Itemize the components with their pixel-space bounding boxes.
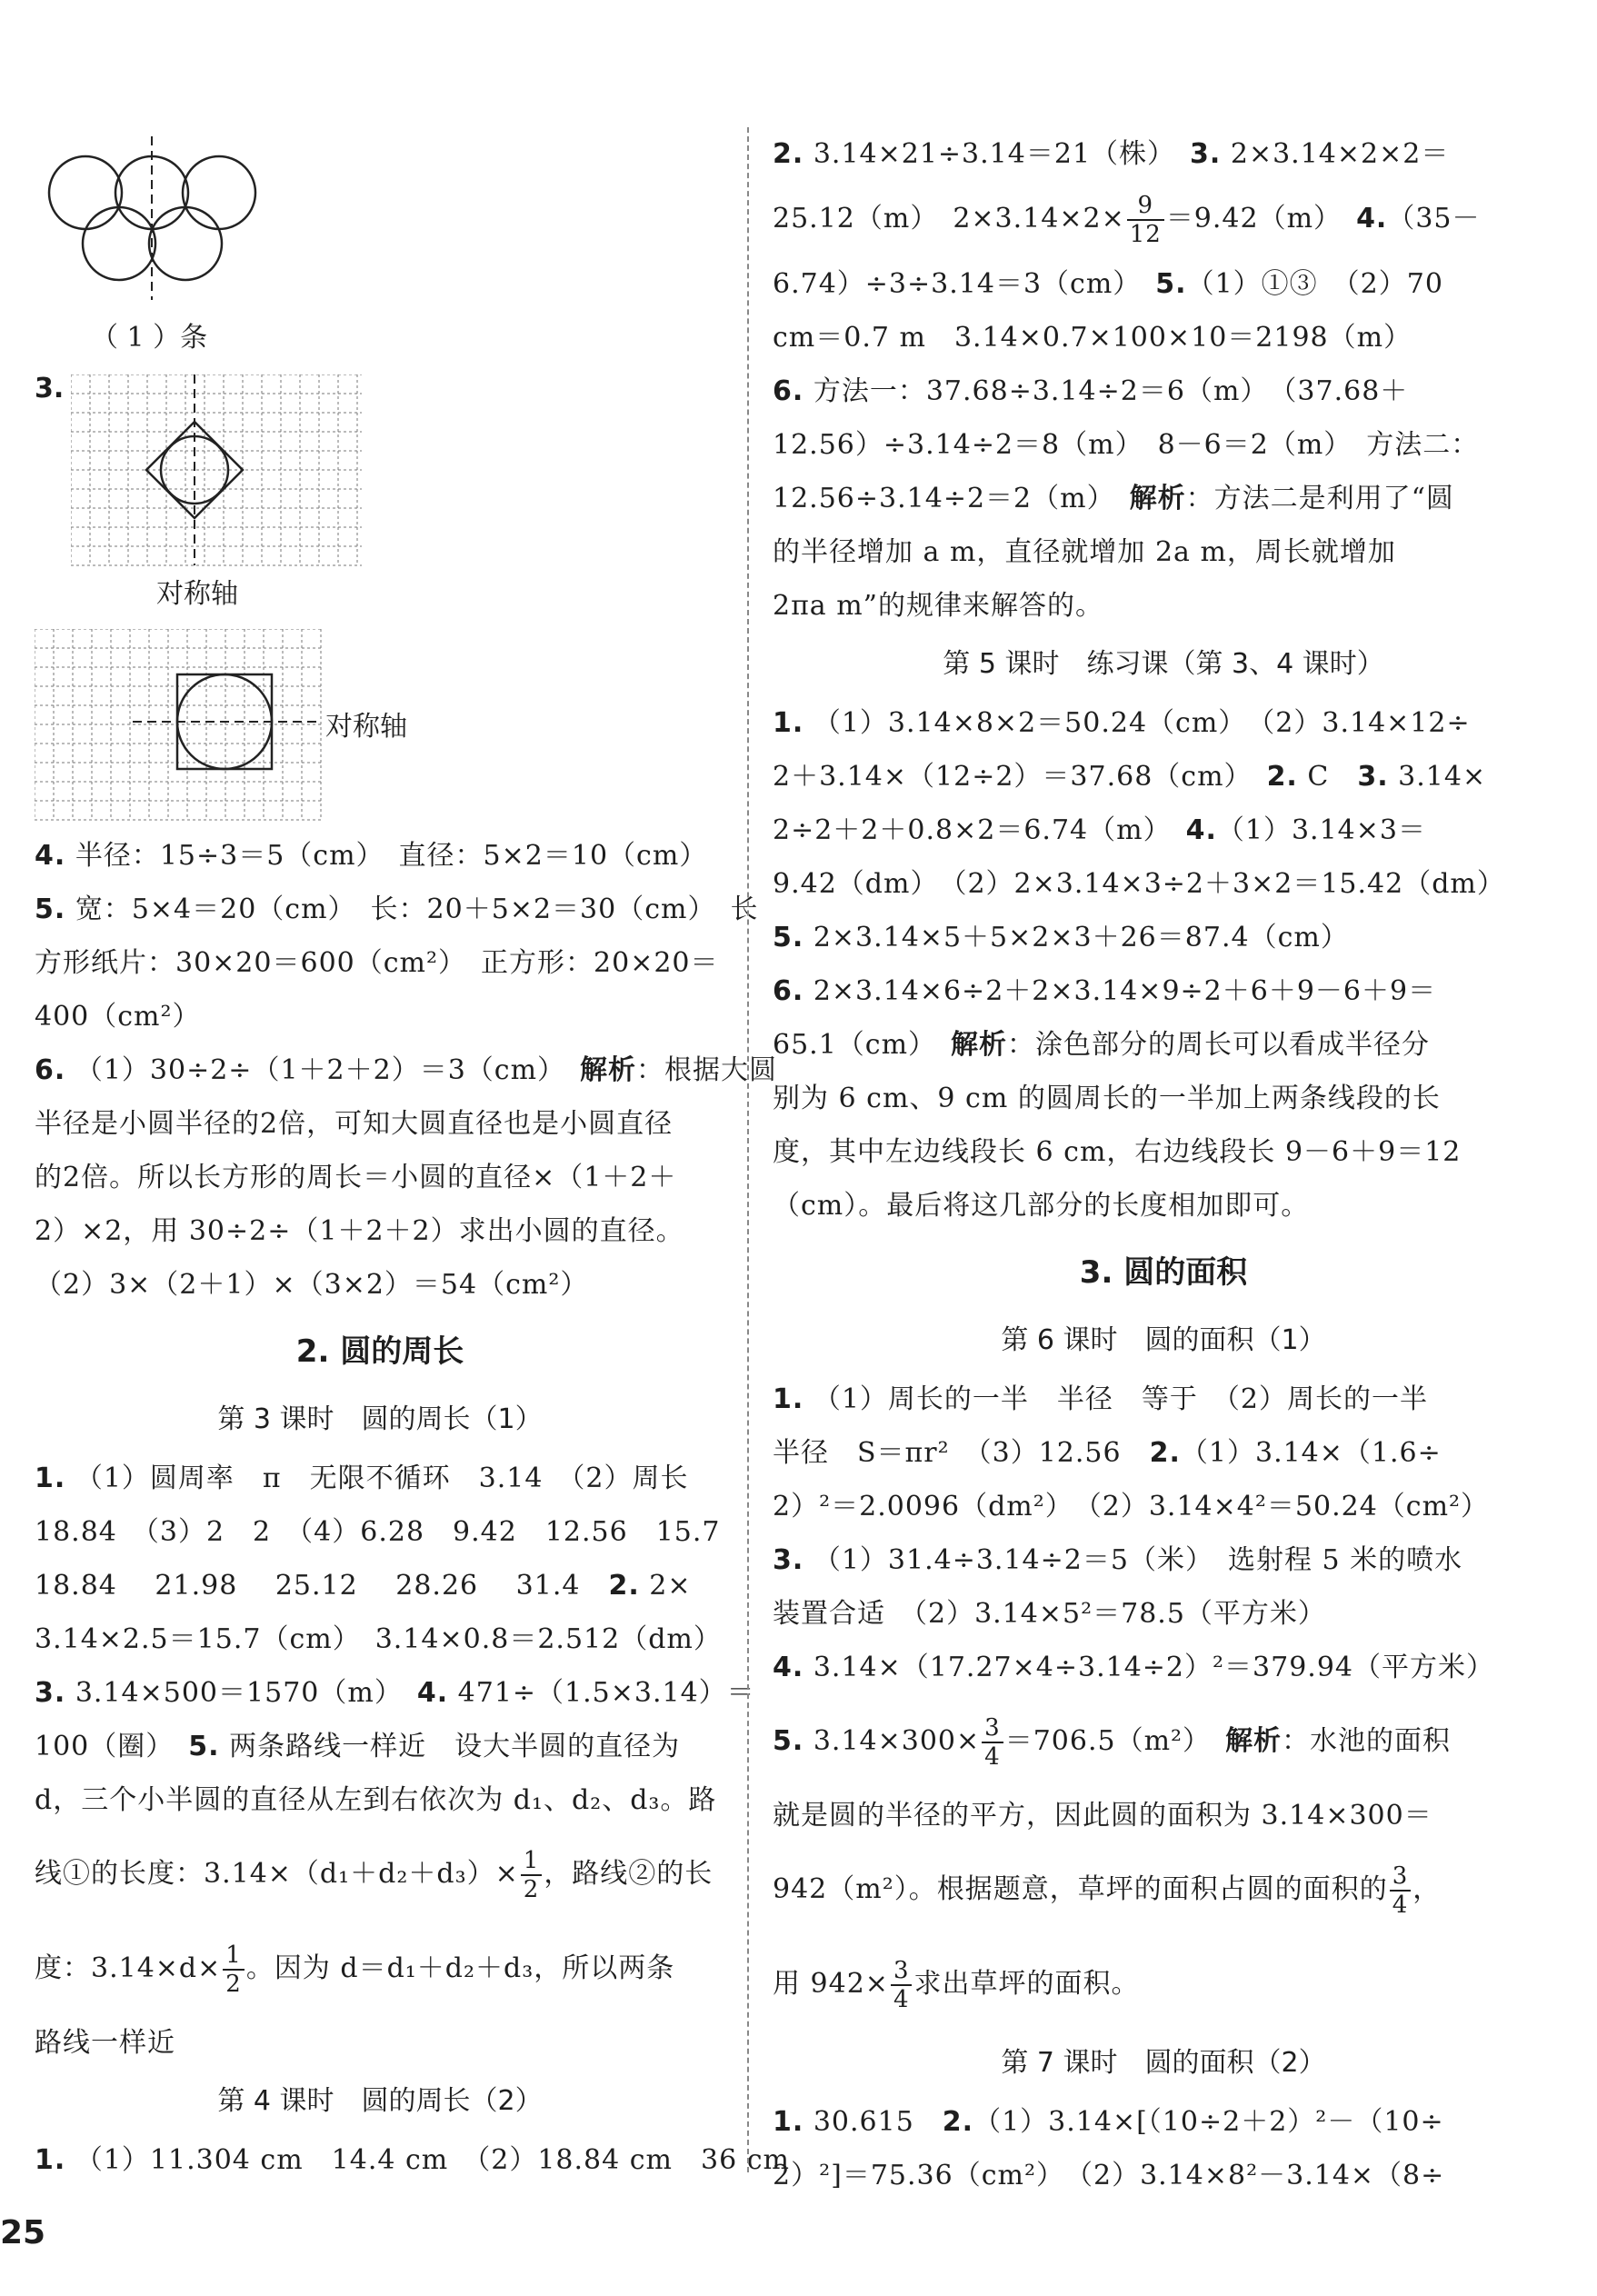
answer-line — [773, 1842, 1554, 1937]
question-number: 4. — [1356, 203, 1388, 235]
figure-circle-in-square — [35, 629, 324, 822]
question-number: 2. — [942, 2106, 974, 2138]
answer-text: 。因为 d＝d₁＋d₂＋d₃，所以两条 — [245, 1952, 675, 1984]
answer-text: 线①的长度：3.14×（d₁＋d₂＋d₃）× — [35, 1858, 519, 1890]
answer-line: 2）×2，用 30÷2÷（1＋2＋2）求出小圆的直径。 — [35, 1215, 684, 1247]
answer-text: ， — [1412, 1873, 1442, 1905]
answer-text: 471÷（1.5×3.14）＝ — [448, 1677, 755, 1709]
lesson-heading: 第 4 课时 圆的周长（2） — [217, 2085, 543, 2117]
answer-text: （1）3.14×8×2＝50.24（cm） （2）3.14×12÷ — [813, 707, 1471, 739]
answer-text: 6.74）÷3÷3.14＝3（cm） — [773, 268, 1156, 300]
fraction-denominator: 2 — [225, 1971, 242, 1998]
lesson-heading: 第 3 课时 圆的周长（1） — [217, 1403, 543, 1435]
answer-text: 100（圈） — [35, 1731, 189, 1762]
answer-text: （1）周长的一半 半径 等于 （2）周长的一半 — [813, 1383, 1429, 1415]
figure-circle-in-diamond — [71, 374, 364, 567]
answer-6 — [773, 364, 1554, 418]
answer-5 — [35, 1720, 725, 1773]
analysis-label: 解析 — [1225, 1725, 1283, 1757]
answer-line — [773, 1426, 1554, 1480]
fraction — [1390, 1862, 1412, 1919]
question-number: 3. — [35, 1677, 66, 1709]
answer-text: 18.84 21.98 25.12 28.26 31.4 — [35, 1570, 609, 1602]
answer-6 — [35, 1043, 778, 1097]
answer-4 — [773, 1641, 1554, 1694]
answer-text: 2×3.14×2×2＝ — [1221, 138, 1450, 170]
figure1-caption: （ 1 ）条 — [91, 322, 208, 354]
answer-text: 度：3.14×d× — [35, 1952, 222, 1984]
answer-text: 12.56÷3.14÷2＝2（m） — [773, 483, 1130, 514]
question-number: 2. — [1149, 1437, 1181, 1469]
answer-text: 3.14×（17.27×4÷3.14÷2）²＝379.94（平方米） — [803, 1652, 1495, 1683]
analysis-label: 解析 — [951, 1029, 1008, 1061]
question-number: 3. — [773, 1544, 804, 1576]
answer-line: 2πa m”的规律来解答的。 — [773, 590, 1104, 622]
answer-text: C — [1297, 761, 1358, 793]
answer-line — [773, 750, 1554, 804]
answer-text: （1）30÷2÷（1＋2＋2）＝3（cm） — [75, 1054, 581, 1086]
answer-text: 宽：5×4＝20（cm） 长：20＋5×2＝30（cm） 长 — [75, 893, 759, 925]
question-number: 1. — [35, 2144, 66, 2176]
answer-line — [773, 181, 1554, 257]
section-heading: 3. 圆的面积 — [1079, 1254, 1248, 1291]
fraction-denominator: 4 — [893, 1986, 910, 2013]
answer-text: 用 942× — [773, 1968, 889, 2000]
fraction — [521, 1847, 543, 1903]
symmetry-axis-label: 对称轴 — [156, 578, 238, 610]
answer-text: 两条路线一样近 设大半圆的直径为 — [219, 1731, 681, 1762]
question-number: 3. — [35, 373, 65, 404]
question-number: 5. — [773, 1725, 804, 1757]
answer-5 — [35, 883, 759, 936]
answer-line — [35, 1922, 725, 2016]
answer-line — [773, 257, 1554, 311]
answer-line: （2）3×（2＋1）×（3×2）＝54（cm²） — [35, 1269, 589, 1301]
answer-6 — [773, 964, 1554, 1018]
answer-line: 半径是小圆半径的2倍，可知大圆直径也是小圆直径 — [35, 1108, 674, 1140]
answer-1 — [773, 2095, 1554, 2149]
fraction-numerator: 3 — [982, 1714, 1003, 1743]
answer-text: 3.14× — [1388, 761, 1487, 793]
question-number: 3. — [1357, 761, 1389, 793]
page-number: 25 — [0, 2214, 46, 2251]
question-number: 1. — [773, 2106, 804, 2138]
answer-line — [773, 804, 1554, 857]
fraction-numerator: 1 — [223, 1942, 245, 1971]
answer-text: （1）3.14×[（10÷2＋2）²－（10÷ — [973, 2106, 1444, 2138]
answer-line: 12.56）÷3.14÷2＝8（m） 8－6＝2（m） 方法二： — [773, 429, 1480, 461]
question-number: 6. — [773, 975, 804, 1007]
answer-line — [773, 472, 1554, 525]
answer-1 — [35, 1452, 725, 1505]
lesson-heading: 第 6 课时 圆的面积（1） — [1001, 1324, 1326, 1356]
fraction — [1127, 192, 1164, 248]
answer-text: 2＋3.14×（12÷2）＝37.68（cm） — [773, 761, 1267, 793]
right-column — [773, 127, 1554, 2202]
question-number: 2. — [1266, 761, 1298, 793]
lesson-heading: 第 7 课时 圆的面积（2） — [1001, 2047, 1326, 2079]
answer-line: （cm）。最后将这几部分的长度相加即可。 — [773, 1190, 1310, 1222]
answer-line: 3.14×2.5＝15.7（cm） 3.14×0.8＝2.512（dm） — [35, 1623, 722, 1655]
answer-1 — [773, 1373, 1554, 1426]
answer-line: 的半径增加 a m，直径就增加 2a m，周长就增加 — [773, 536, 1396, 568]
answer-line: 就是圆的半径的平方，因此圆的面积为 3.14×300＝ — [773, 1800, 1432, 1832]
question-number: 1. — [773, 707, 804, 739]
answer-line: cm＝0.7 m 3.14×0.7×100×10＝2198（m） — [773, 322, 1412, 354]
question-number: 4. — [416, 1677, 449, 1709]
answer-line: 度，其中左边线段长 6 cm，右边线段长 9－6＋9＝12 — [773, 1136, 1462, 1168]
answer-3 — [773, 1533, 1554, 1587]
answer-line: 2）²＝2.0096（dm²） （2）3.14×4²＝50.24（cm²） — [773, 1491, 1490, 1522]
answer-text: （1）①③ （2）70 — [1186, 268, 1443, 300]
answer-text: 3.14×21÷3.14＝21（株） — [803, 138, 1191, 170]
answer-line: 装置合适 （2）3.14×5²＝78.5（平方米） — [773, 1598, 1326, 1630]
answer-line: 方形纸片：30×20＝600（cm²） 正方形：20×20＝ — [35, 947, 719, 979]
answer-line — [773, 1937, 1554, 2031]
answer-line: 路线一样近 — [35, 2027, 175, 2059]
question-number: 4. — [35, 840, 66, 872]
fraction — [223, 1942, 245, 1998]
answer-text: 半径 S＝πr² （3）12.56 — [773, 1437, 1150, 1469]
question-number: 5. — [773, 922, 804, 953]
question-number: 5. — [1155, 268, 1187, 300]
question-number: 5. — [188, 1731, 220, 1762]
answer-text: 65.1（cm） — [773, 1029, 952, 1061]
fraction-denominator: 12 — [1129, 221, 1162, 248]
answer-text: 2×3.14×5＋5×2×3＋26＝87.4（cm） — [803, 922, 1349, 953]
figure-five-circles — [33, 136, 278, 304]
column-divider — [747, 127, 749, 2172]
answer-text: ＝706.5（m²） — [1004, 1725, 1226, 1757]
answer-line: 2）²]＝75.36（cm²） （2）3.14×8²－3.14×（8÷ — [773, 2160, 1445, 2191]
fraction — [982, 1714, 1003, 1771]
answer-line: d，三个小半圆的直径从左到右依次为 d₁、d₂、d₃。路 — [35, 1784, 717, 1816]
question-number: 4. — [773, 1652, 804, 1683]
answer-text: 半径：15÷3＝5（cm） 直径：5×2＝10（cm） — [75, 840, 708, 872]
answer-text: （1）圆周率 π 无限不循环 3.14 （2）周长 — [75, 1462, 689, 1494]
fraction — [891, 1957, 913, 2013]
question-number: 5. — [35, 893, 66, 925]
answer-text: ：水池的面积 — [1282, 1725, 1452, 1757]
question-number: 6. — [773, 375, 804, 407]
answer-text: 25.12（m） 2×3.14×2× — [773, 203, 1125, 235]
answer-line: 9.42（dm） （2）2×3.14×3÷2＋3×2＝15.42（dm） — [773, 868, 1505, 900]
question-number: 4. — [1185, 814, 1217, 846]
answer-5 — [773, 1694, 1554, 1789]
answer-3 — [35, 1666, 755, 1720]
answer-text: 2× — [639, 1570, 692, 1602]
answer-4 — [35, 829, 725, 883]
question-number: 1. — [35, 1462, 66, 1494]
question-number: 2. — [608, 1570, 640, 1602]
answer-text: 942（m²）。根据题意，草坪的面积占圆的面积的 — [773, 1873, 1388, 1905]
symmetry-axis-label: 对称轴 — [325, 711, 407, 743]
fraction-numerator: 3 — [1390, 1862, 1412, 1892]
answer-text: ：涂色部分的周长可以看成半径分 — [1007, 1029, 1431, 1061]
question-number: 3. — [1190, 138, 1222, 170]
lesson-heading: 第 5 课时 练习课（第 3、4 课时） — [943, 648, 1384, 680]
answer-line: 18.84 （3）2 2 （4）6.28 9.42 12.56 15.7 — [35, 1516, 721, 1548]
answer-text: （1）11.304 cm 14.4 cm （2）18.84 cm 36 cm — [75, 2144, 790, 2176]
question-number: 2. — [773, 138, 804, 170]
answer-1 — [773, 696, 1554, 750]
answer-text: （1）3.14×3＝ — [1216, 814, 1426, 846]
answer-line: 的2倍。所以长方形的周长＝小圆的直径×（1＋2＋ — [35, 1162, 677, 1193]
answer-text: （1）31.4÷3.14÷2＝5（米） 选射程 5 米的喷水 — [813, 1544, 1463, 1576]
answer-line: 400（cm²） — [35, 1001, 201, 1033]
answer-5 — [773, 911, 1554, 964]
answer-text: 3.14×300× — [803, 1725, 981, 1757]
answer-text: 方法一：37.68÷3.14÷2＝6（m） （37.68＋ — [803, 375, 1409, 407]
answer-1 — [35, 2133, 790, 2187]
answer-text: ，路线②的长 — [544, 1858, 714, 1890]
answer-text: 求出草坪的面积。 — [913, 1968, 1140, 2000]
fraction-denominator: 4 — [984, 1743, 1001, 1771]
answer-text: ：根据大圆 — [636, 1054, 778, 1086]
answer-text: ：方法二是利用了“圆 — [1185, 483, 1454, 514]
fraction-numerator: 9 — [1127, 192, 1164, 221]
answer-line — [35, 1559, 725, 1612]
answer-text: ＝9.42（m） — [1165, 203, 1357, 235]
answer-text: 2×3.14×6÷2＋2×3.14×9÷2＋6＋9－6＋9＝ — [803, 975, 1437, 1007]
answer-line: 别为 6 cm、9 cm 的圆周长的一半加上两条线段的长 — [773, 1083, 1441, 1114]
answer-line — [35, 1827, 725, 1922]
analysis-label: 解析 — [1129, 483, 1186, 514]
fraction-denominator: 4 — [1392, 1892, 1409, 1919]
section-heading: 2. 圆的周长 — [295, 1333, 464, 1370]
fraction-numerator: 1 — [521, 1847, 543, 1876]
left-column — [35, 829, 790, 2187]
question-number: 6. — [35, 1054, 66, 1086]
question-number: 1. — [773, 1383, 804, 1415]
fraction-denominator: 2 — [523, 1876, 540, 1903]
answer-2 — [773, 127, 1554, 181]
analysis-label: 解析 — [580, 1054, 637, 1086]
answer-text: 30.615 — [803, 2106, 943, 2138]
fraction-numerator: 3 — [891, 1957, 913, 1986]
answer-text: （1）3.14×（1.6÷ — [1180, 1437, 1442, 1469]
answer-line — [773, 1018, 1554, 1072]
answer-text: 2÷2＋2＋0.8×2＝6.74（m） — [773, 814, 1186, 846]
answer-text: （35－ — [1387, 203, 1481, 235]
answer-text: 3.14×500＝1570（m） — [75, 1677, 417, 1709]
